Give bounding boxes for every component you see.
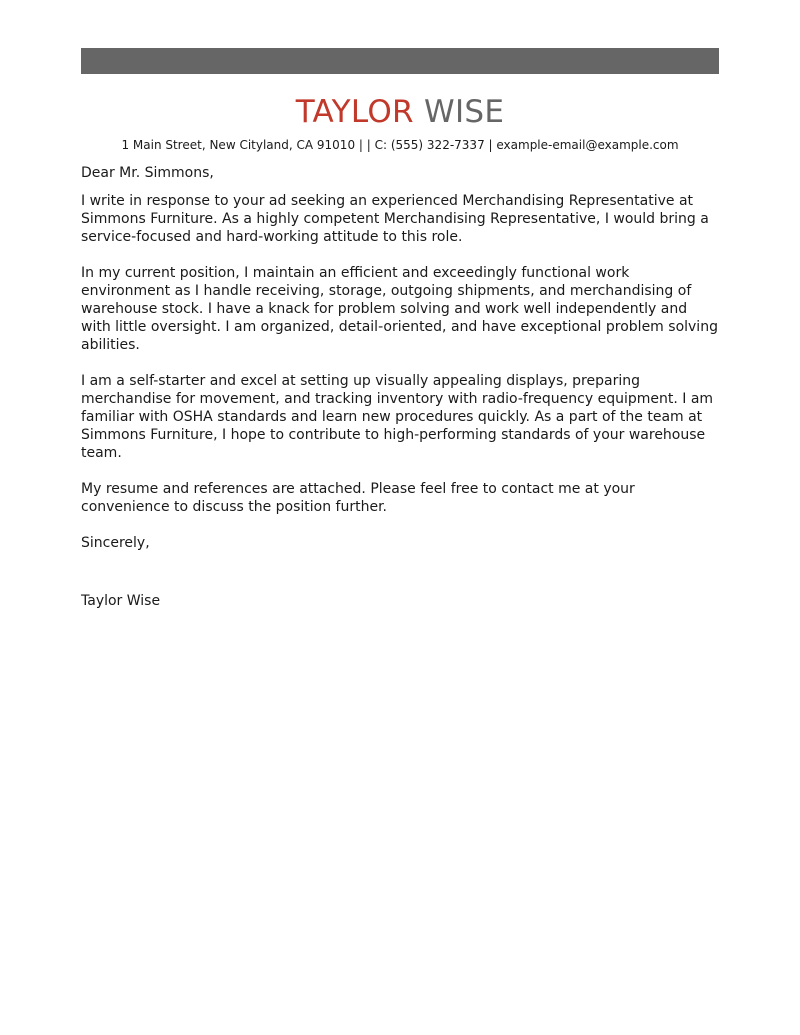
body-paragraph-4: My resume and references are attached. Please feel free to contact me at your convenience to discuss the position further. (81, 481, 635, 515)
body-paragraph-1: I write in response to your ad seeking an experienced Merchandising Representative at Simmons Furniture. As a highly competent Merchandising Representative, I would bring a service-focused and hard-working attitude to this role. (81, 193, 709, 245)
signature: Taylor Wise (81, 593, 161, 609)
body-paragraph-2: In my current position, I maintain an efficient and exceedingly functional work environment as I handle receiving, storage, outgoing shipments, and merchandising of warehouse stock. I have a knack for problem solving and work well independently and with little oversight. I am organized, detail-oriented, and have exceptional problem solving abilities. (81, 265, 718, 353)
applicant-last-name: WISE (424, 94, 505, 130)
applicant-first-name: TAYLOR (295, 94, 414, 130)
header-bar (81, 48, 719, 74)
closing: Sincerely, (81, 535, 150, 551)
letter-body (81, 164, 721, 610)
salutation: Dear Mr. Simmons, (81, 165, 214, 181)
body-paragraph-3: I am a self-starter and excel at setting up visually appealing displays, preparing merchandise for movement, and tracking inventory with radio-frequency equipment. I am familiar with OSHA standards and learn new procedures quickly. As a part of the team at Simmons Furniture, I hope to contribute to high-performing standards of your warehouse team. (81, 373, 714, 461)
contact-info: 1 Main Street, New Cityland, CA 91010 | | C: (555) 322-7337 | example-email@example.com (121, 138, 679, 152)
applicant-name (0, 93, 800, 131)
